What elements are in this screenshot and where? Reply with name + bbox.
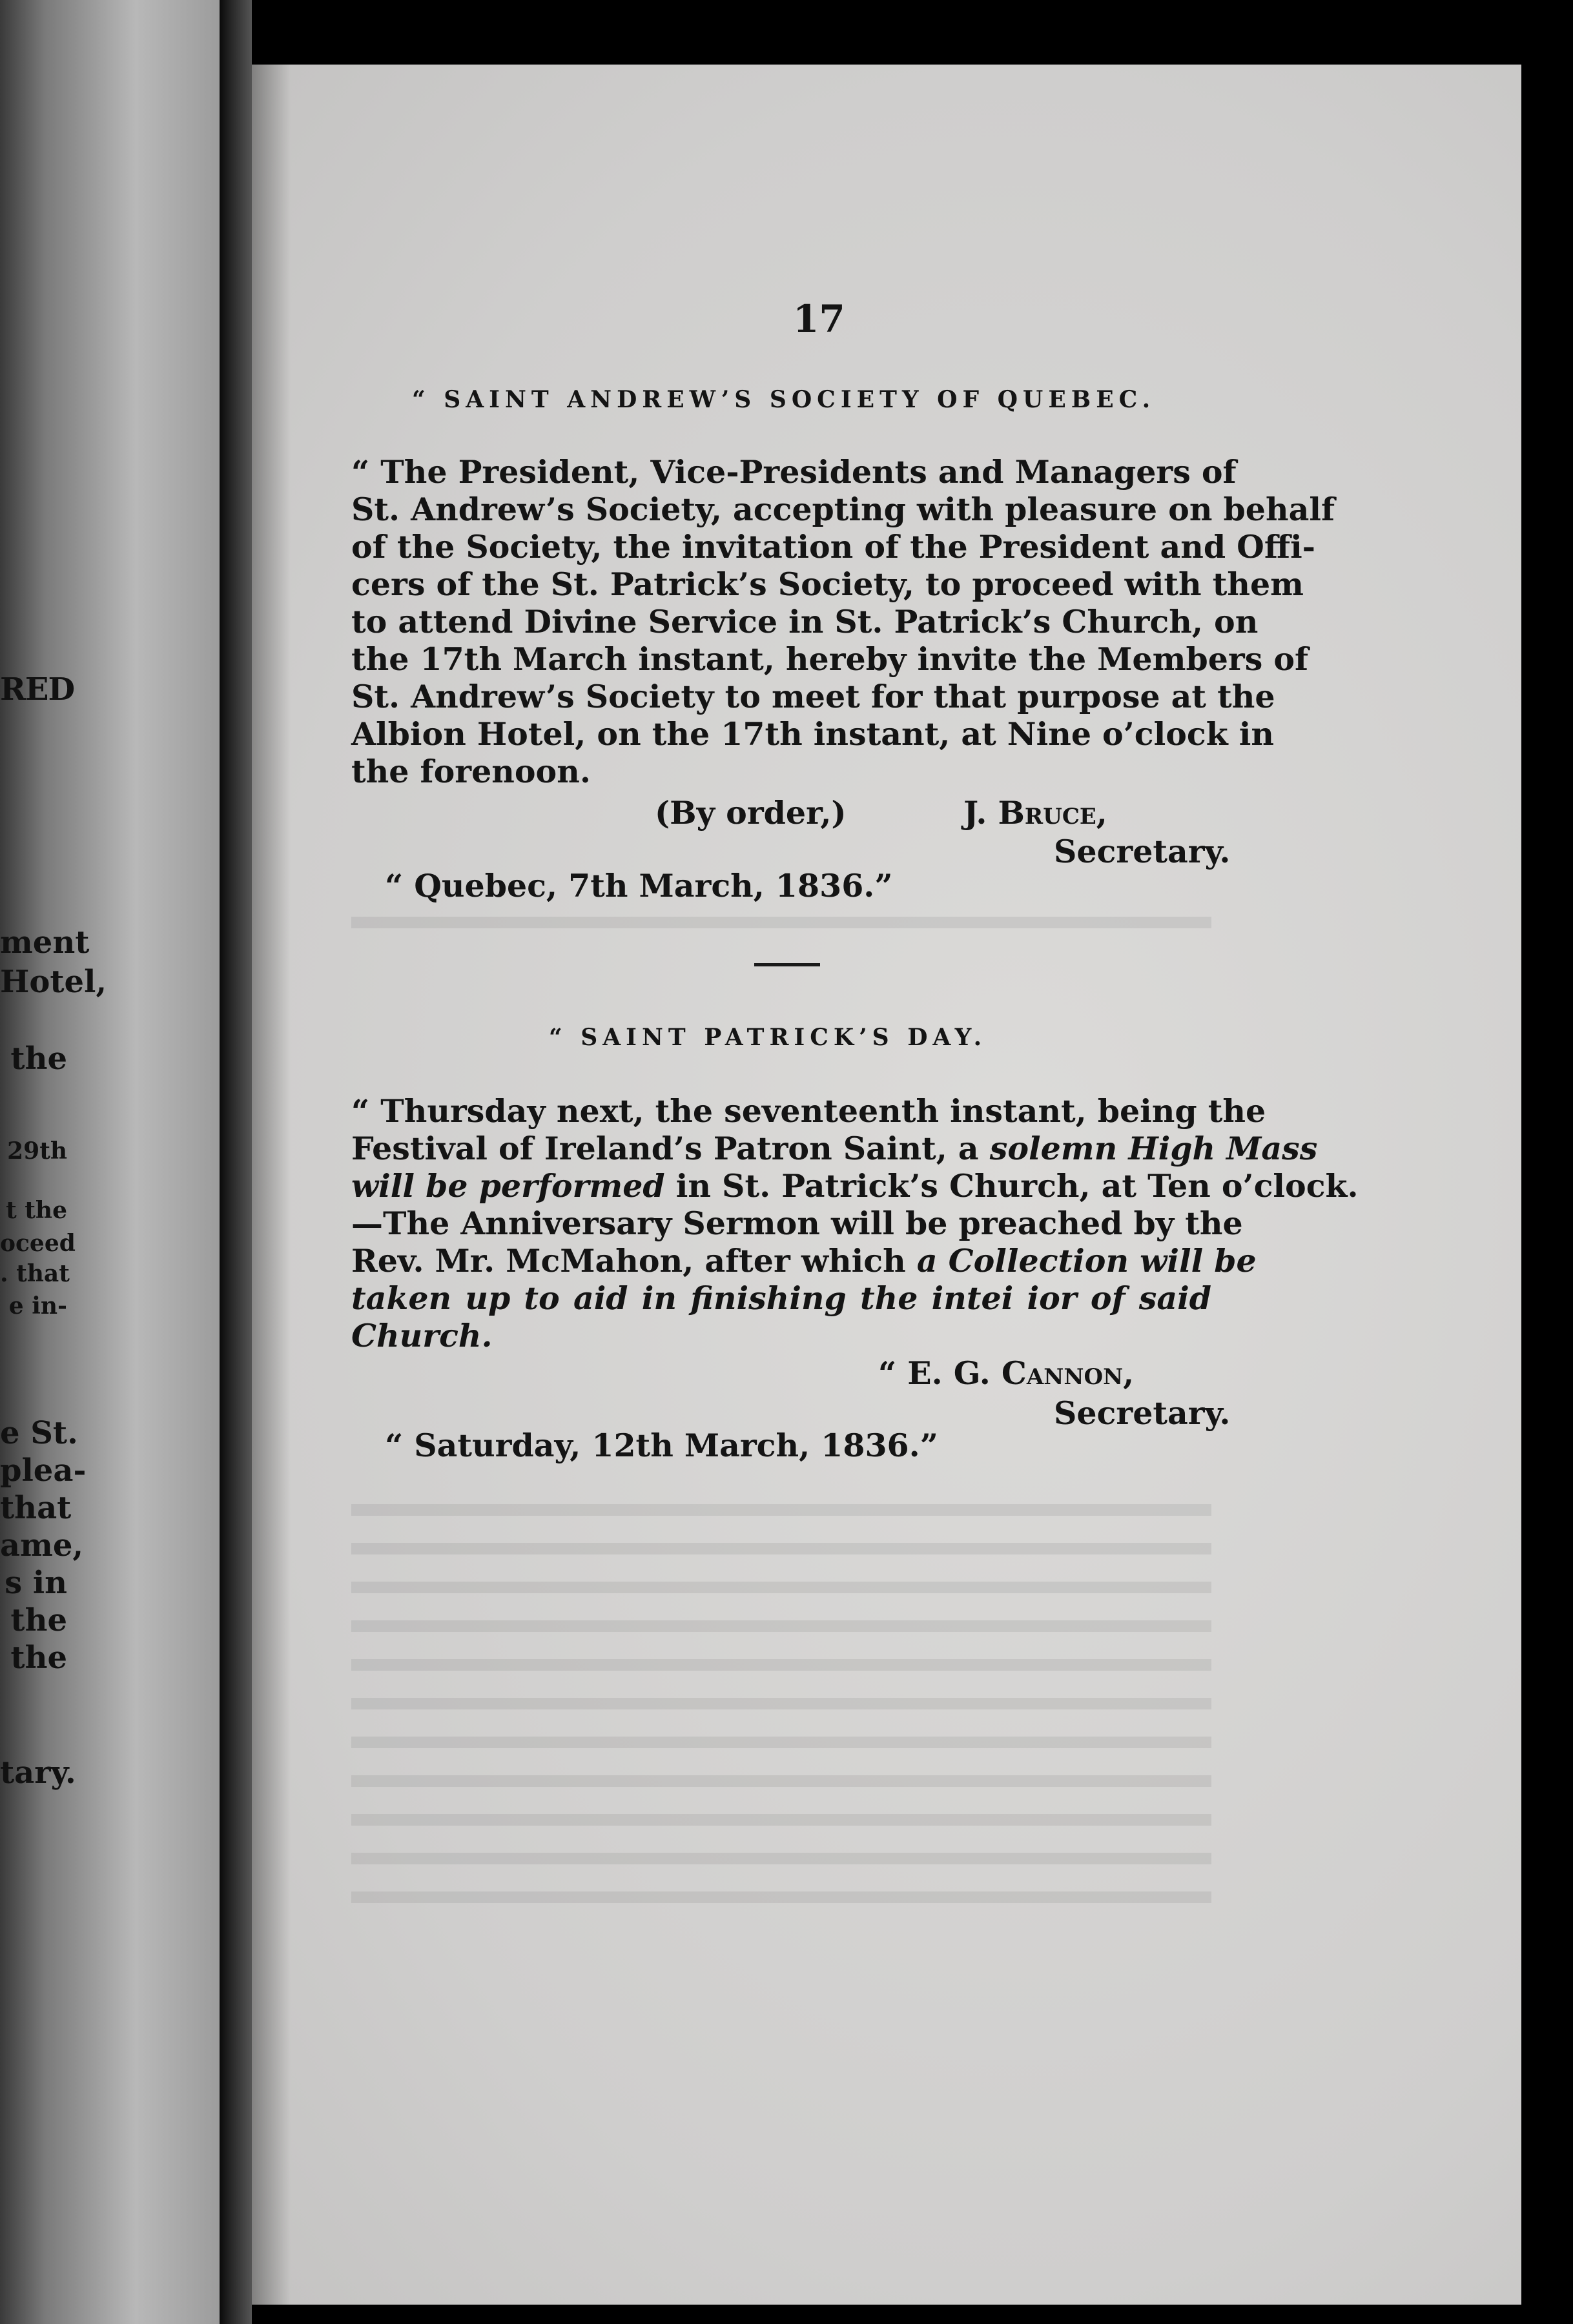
show-through-line — [351, 1698, 1211, 1709]
facing-page-fragment: t the — [6, 1197, 67, 1224]
facing-page — [0, 0, 226, 2324]
facing-page-fragment: plea- — [0, 1452, 87, 1489]
facing-page-fragment: oceed — [0, 1230, 76, 1257]
notice-date: “ Saturday, 12th March, 1836.” — [385, 1427, 938, 1464]
facing-page-fragment: the — [10, 1640, 67, 1676]
body-line: of the Society, the invitation of the President and Offi- — [351, 528, 1316, 566]
show-through-line — [351, 1853, 1211, 1864]
notice-body-st-patricks — [351, 1092, 1359, 1354]
body-line — [351, 1317, 1211, 1354]
section-divider — [754, 963, 820, 966]
signatory-title: Secretary. — [1054, 1394, 1231, 1432]
body-line: —The Anniversary Sermon will be preached by the — [351, 1205, 1243, 1242]
facing-page-fragment: e in- — [8, 1292, 67, 1320]
by-order-label: (By order,) — [655, 794, 847, 831]
show-through-line — [351, 1582, 1211, 1593]
book-gutter — [220, 0, 252, 2324]
facing-page-fragment: s in — [5, 1565, 67, 1601]
show-through-line — [351, 1737, 1211, 1748]
body-line: the forenoon. — [351, 753, 591, 790]
body-line: St. Andrew’s Society, accepting with pleasure on behalf — [351, 491, 1335, 528]
facing-page-fragment: the — [10, 1602, 67, 1638]
body-line — [351, 1279, 1211, 1317]
show-through-line — [351, 1620, 1211, 1632]
signatory-title: Secretary. — [1054, 833, 1231, 870]
page-number: 17 — [793, 297, 845, 341]
body-line — [351, 1242, 1257, 1279]
notice-date: “ Quebec, 7th March, 1836.” — [385, 867, 893, 904]
show-through-line — [351, 1504, 1211, 1516]
show-through-line — [351, 1775, 1211, 1787]
italic-text: a Collection will be — [916, 1242, 1257, 1279]
show-through-line — [351, 917, 1211, 928]
show-through-line — [351, 1814, 1211, 1826]
notice-heading-st-andrews: “ SAINT ANDREW’S SOCIETY OF QUEBEC. — [412, 386, 1156, 413]
facing-page-fragment: that — [0, 1490, 72, 1526]
italic-text: Church. — [351, 1317, 493, 1354]
facing-page-fragment: the — [10, 1041, 67, 1077]
notice-heading-st-patricks: “ SAINT PATRICK’S DAY. — [549, 1024, 987, 1051]
body-line: “ The President, Vice-Presidents and Managers of — [351, 453, 1237, 491]
show-through-line — [351, 1659, 1211, 1671]
signatory-name: “ E. G. Cannon, — [878, 1354, 1135, 1392]
body-line: the 17th March instant, hereby invite the Members of — [351, 640, 1309, 678]
body-line: Albion Hotel, on the 17th instant, at Nine o’clock in — [351, 715, 1275, 753]
notice-body-st-andrews — [351, 453, 1335, 790]
body-line: cers of the St. Patrick’s Society, to proceed with them — [351, 566, 1304, 603]
facing-page-fragment: 29th — [7, 1137, 67, 1165]
body-line: “ Thursday next, the seventeenth instant, being the — [351, 1092, 1266, 1130]
body-text: in St. Patrick’s Church, at Ten o’clock. — [664, 1167, 1359, 1205]
show-through-line — [351, 1891, 1211, 1903]
body-text: Festival of Ireland’s Patron Saint, a — [351, 1130, 990, 1167]
italic-text: will be performed — [351, 1167, 665, 1205]
body-text: Rev. Mr. McMahon, after which — [351, 1242, 917, 1279]
facing-page-fragment: Hotel, — [0, 964, 107, 1000]
body-line — [351, 1130, 1318, 1167]
body-line — [351, 1167, 1359, 1205]
facing-page-fragment: e St. — [0, 1415, 78, 1451]
facing-page-fragment: RED — [0, 671, 75, 708]
facing-page-fragment: . that — [0, 1260, 70, 1287]
body-line: St. Andrew’s Society to meet for that purpose at the — [351, 678, 1275, 715]
facing-page-fragment: ame, — [0, 1527, 84, 1564]
italic-text: taken up to aid in finishing the intei ior of said — [351, 1279, 1211, 1317]
page-shadow — [252, 65, 291, 2305]
facing-page-fragment: ment — [0, 924, 90, 961]
italic-text: solemn High Mass — [989, 1130, 1318, 1167]
signatory-name: J. Bruce, — [963, 794, 1107, 831]
facing-page-fragment: tary. — [0, 1755, 76, 1791]
body-line: to attend Divine Service in St. Patrick’s Church, on — [351, 603, 1259, 640]
show-through-line — [351, 1543, 1211, 1554]
